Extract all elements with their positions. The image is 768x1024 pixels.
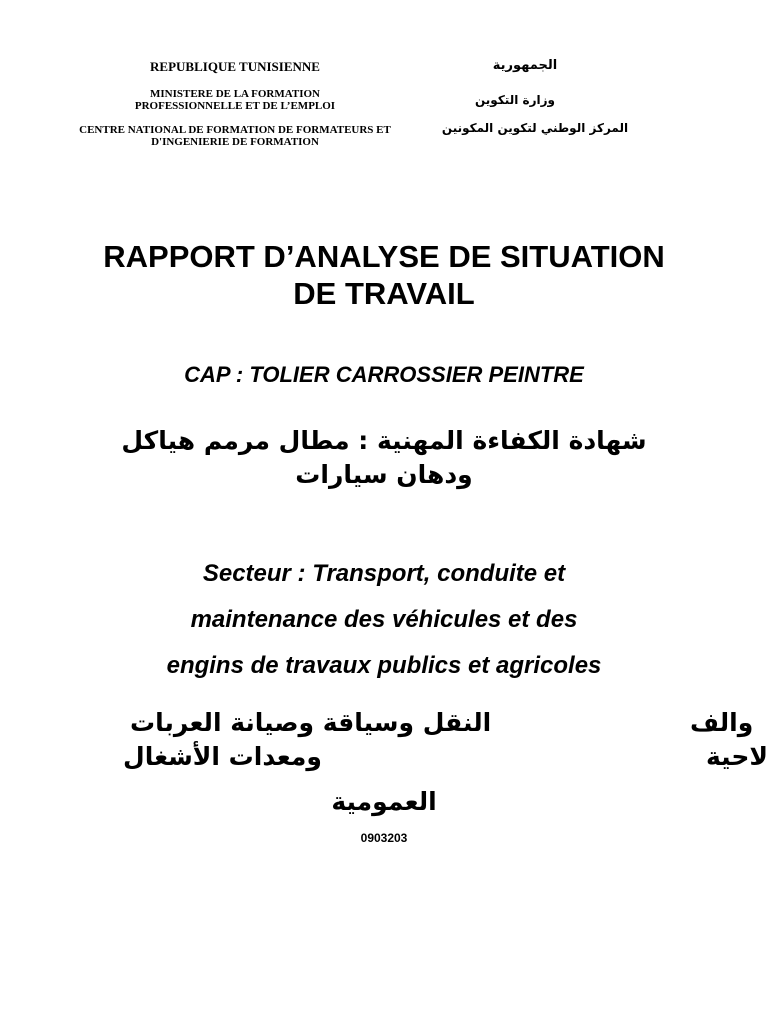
sector-ar-line-2-edge: لاحية xyxy=(706,742,768,771)
country-name: REPUBLIQUE TUNISIENNE xyxy=(150,59,320,74)
country-name-ar: الجمهورية xyxy=(492,58,558,73)
report-title: RAPPORT D’ANALYSE DE SITUATION DE TRAVAIL xyxy=(103,239,665,311)
document-code: 0903203 xyxy=(360,831,408,845)
cap-title-ar: شهادة الكفاءة المهنية : مطال مرمم هياكل ودهان سيارات xyxy=(121,426,647,489)
sector-line-3: engins de travaux publics et agricoles xyxy=(166,652,602,679)
sector-ar-line-2: ومعدات الأشغال xyxy=(123,742,322,771)
sector-ar-line-2-edge-clip xyxy=(690,742,768,782)
sector-line-1: Secteur : Transport, conduite et xyxy=(202,560,566,587)
ministry-name-ar: وزارة التكوين xyxy=(475,93,555,107)
sector-ar-line-3: العمومية xyxy=(331,787,437,816)
cap-title: CAP : TOLIER CARROSSIER PEINTRE xyxy=(184,362,584,387)
training-center-name-ar: المركز الوطني لتكوين المكونين xyxy=(441,121,629,135)
sector-line-2: maintenance des véhicules et des xyxy=(190,606,578,633)
sector-ar-line-1: النقل وسياقة وصيانة العربات xyxy=(130,708,492,737)
sector-ar-line-1-edge: والف xyxy=(690,708,754,737)
ministry-name: MINISTERE DE LA FORMATION PROFESSIONNELLE ET DE L’EMPLOI xyxy=(134,88,336,112)
training-center-name: CENTRE NATIONAL DE FORMATION DE FORMATEURS ET D'INGENIERIE DE FORMATION xyxy=(79,124,391,148)
